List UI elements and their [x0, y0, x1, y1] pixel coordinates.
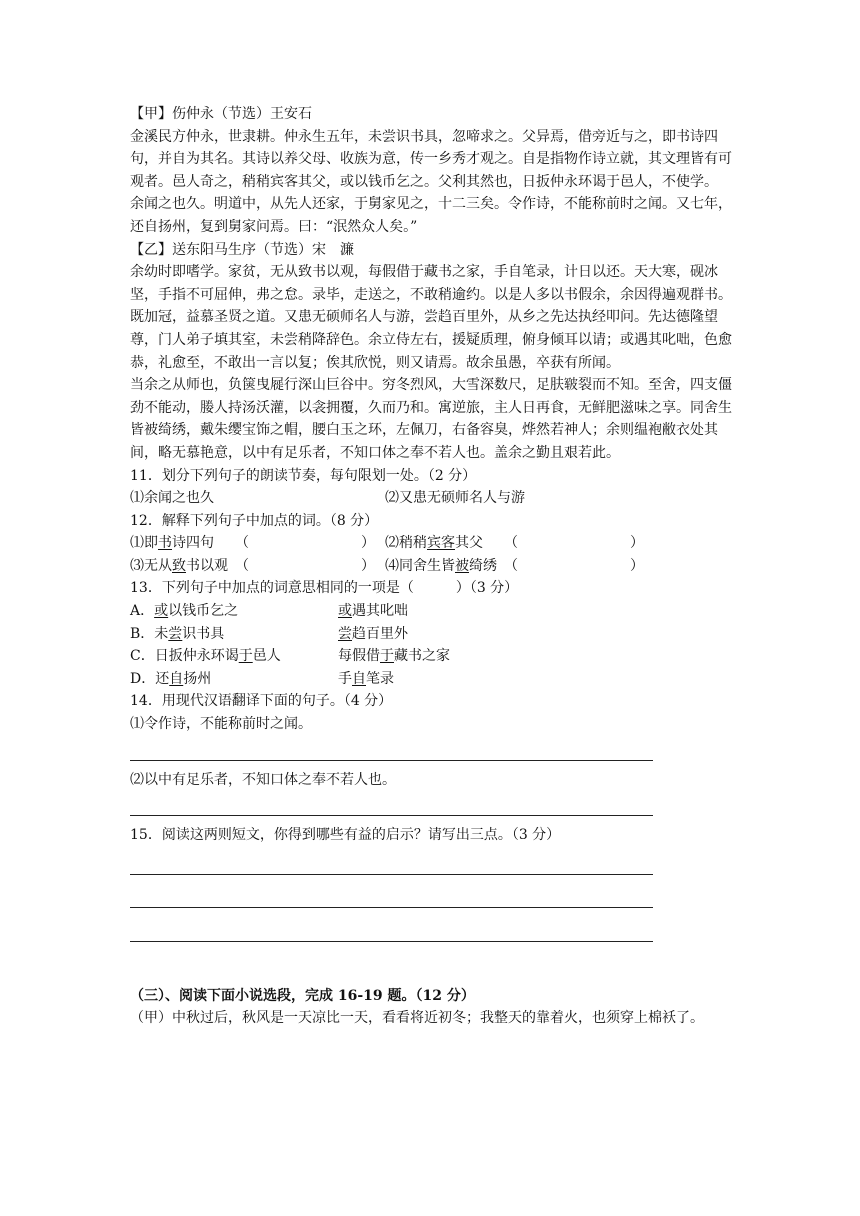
q12-i1-answer-blank[interactable]: （ ）	[242, 535, 375, 552]
option-c-label: C．	[130, 648, 155, 665]
q12-i2-post: 其父	[455, 535, 483, 552]
spacer	[130, 847, 735, 874]
question-13-option-b[interactable]	[130, 623, 735, 646]
passage-jia-title: 【甲】伤仲永（节选）王安石	[130, 106, 312, 122]
section-3-heading: （三）、阅读下面小说选段，完成 16-19 题。（12 分）	[130, 987, 475, 1004]
option-d-pre-1: 还	[155, 670, 170, 687]
spacer	[130, 942, 735, 985]
question-11-item-1: ⑴余闻之也久	[130, 490, 214, 507]
option-a-post-1: 以钱币乞之	[168, 603, 239, 620]
option-d-pre-2: 手	[338, 670, 352, 687]
option-b-sentence-1	[130, 623, 338, 646]
question-12-item-1	[130, 532, 385, 555]
passage-yi-title: 【乙】送东阳马生序（节选）宋 濂	[130, 241, 354, 258]
option-c-pre-1: 日扳仲永环谒	[154, 648, 239, 665]
spacer	[130, 875, 735, 907]
question-13-option-a[interactable]	[130, 600, 735, 623]
question-12-item-4	[385, 555, 644, 578]
q12-i1-pre: ⑴即	[130, 535, 158, 552]
question-13-stem: 13．下列句子中加点的词意思相同的一项是（ ）（3 分）	[130, 580, 519, 597]
passage-jia-paragraph-2: 余闻之也久。明道中，从先人还家，于舅家见之，十二三矣。令作诗，不能称前时之闻。又七年，还自扬州，复到舅家问焉。曰：“泯然众人矣。”	[130, 196, 732, 235]
question-13-option-c[interactable]	[130, 645, 735, 668]
q12-i3-answer-blank[interactable]: （ ）	[242, 557, 375, 574]
spacer	[130, 791, 735, 815]
option-d-key-1: 自	[169, 670, 184, 687]
exam-content	[130, 103, 735, 1030]
option-a-label: A．	[130, 603, 155, 620]
option-c-key-2: 于	[380, 648, 394, 665]
option-d-key-2: 自	[352, 670, 366, 687]
q12-i4-post: 绮绣	[469, 557, 497, 574]
section-3-paragraph-1: （甲）中秋过后，秋风是一天凉比一天，看看将近初冬；我整天的靠着火，也须穿上棉袄了。	[130, 1010, 704, 1027]
option-a-sentence-1	[130, 600, 338, 623]
question-14-stem: 14．用现代汉语翻译下面的句子。（4 分）	[130, 693, 393, 710]
option-b-post-1: 识书具	[182, 625, 225, 642]
option-b-key-1: 尝	[168, 625, 183, 642]
question-11-item-2: ⑵又患无硕师名人与游	[385, 490, 525, 507]
option-d-label: D．	[130, 670, 156, 687]
passage-jia-paragraph-1: 金溪民方仲永，世隶耕。仲永生五年，未尝识书具，忽啼求之。父异焉，借旁近与之，即书诗四句，并自为其名。其诗以养父母、收族为意，传一乡秀才观之。自是指物作诗立就，其文理皆有可观者。邑人奇之，稍稍宾客其父，或以钱币乞之。父利其然也，日扳仲永环谒于邑人，不使学。	[130, 128, 732, 190]
spacer	[130, 908, 735, 941]
q12-i4-pre: ⑷同舍生皆	[385, 557, 455, 574]
option-b-post-2: 趋百里外	[352, 625, 408, 642]
option-c-post-1: 邑人	[252, 648, 281, 665]
spacer	[130, 736, 735, 760]
option-a-key-1: 或	[154, 603, 169, 620]
q12-i4-answer-blank[interactable]: （ ）	[511, 557, 644, 574]
q12-i2-pre: ⑵稍稍	[385, 535, 427, 552]
q12-i3-key-word: 致	[172, 557, 186, 574]
option-b-sentence-2	[338, 623, 408, 646]
question-12-stem: 12．解释下列句子中加点的词。（8 分）	[130, 512, 379, 529]
option-c-pre-2: 每假借	[338, 648, 380, 665]
question-14-item-1: ⑴令作诗，不能称前时之闻。	[130, 716, 312, 733]
question-12-row-1	[130, 532, 735, 555]
q12-i3-post: 书以观	[186, 557, 228, 574]
q12-i4-key-word: 被	[455, 557, 469, 574]
option-c-sentence-1	[130, 645, 338, 668]
option-c-post-2: 藏书之家	[394, 648, 450, 665]
question-12-item-2	[385, 532, 644, 555]
answer-line-14-2[interactable]	[130, 815, 653, 816]
option-b-key-2: 尝	[338, 625, 352, 642]
option-a-key-2: 或	[338, 603, 352, 620]
option-a-post-2: 遇其叱咄	[352, 603, 408, 620]
answer-line-14-1[interactable]	[130, 760, 653, 761]
question-12-row-2	[130, 555, 735, 578]
option-b-pre-1: 未	[154, 625, 169, 642]
option-d-post-2: 笔录	[366, 670, 394, 687]
option-c-sentence-2	[338, 645, 450, 668]
option-c-key-1: 于	[238, 648, 253, 665]
q12-i3-pre: ⑶无从	[130, 557, 172, 574]
q12-i2-key-word: 宾客	[427, 535, 455, 552]
option-b-label: B．	[130, 625, 155, 642]
question-12-item-3	[130, 555, 385, 578]
question-11-items	[130, 487, 735, 510]
passage-yi-paragraph-1: 余幼时即嗜学。家贫，无从致书以观，每假借于藏书之家，手自笔录，计日以还。天大寒，砚冰坚，手指不可屈伸，弗之怠。录毕，走送之，不敢稍逾约。以是人多以书假余，余因得遍观群书。既加冠，益慕圣贤之道。又患无硕师名人与游，尝趋百里外，从乡之先达执经叩问。先达德隆望尊，门人弟子填其室，未尝稍降辞色。余立侍左右，援疑质理，俯身倾耳以请；或遇其叱咄，色愈恭，礼愈至，不敢出一言以复；俟其欣悦，则又请焉。故余虽愚，卒获有所闻。	[130, 264, 732, 371]
question-13-option-d[interactable]	[130, 668, 735, 691]
passage-yi-paragraph-2: 当余之从师也，负箧曳屣行深山巨谷中。穷冬烈风，大雪深数尺，足肤皲裂而不知。至舍，四支僵劲不能动，媵人持汤沃灌，以衾拥覆，久而乃和。寓逆旅，主人日再食，无鲜肥滋味之享。同舍生皆被绮绣，戴朱缨宝饰之帽，腰白玉之环，左佩刀，右备容臭，烨然若神人；余则缊袍敝衣处其间，略无慕艳意，以中有足乐者，不知口体之奉不若人也。盖余之勤且艰若此。	[130, 377, 732, 461]
question-11-stem: 11．划分下列句子的朗读节奏，每句限划一处。（2 分）	[130, 467, 477, 484]
option-a-sentence-2	[338, 600, 408, 623]
option-d-sentence-2	[338, 668, 394, 691]
question-15-stem: 15．阅读这两则短文，你得到哪些有益的启示？请写出三点。（3 分）	[130, 827, 561, 844]
question-14-item-2: ⑵以中有足乐者，不知口体之奉不若人也。	[130, 771, 396, 788]
q12-i1-post: 诗四句	[172, 535, 214, 552]
q12-i1-key-word: 书	[158, 535, 172, 552]
q12-i2-answer-blank[interactable]: （ ）	[511, 535, 644, 552]
option-d-sentence-1	[130, 668, 338, 691]
option-d-post-1: 扬州	[183, 670, 212, 687]
